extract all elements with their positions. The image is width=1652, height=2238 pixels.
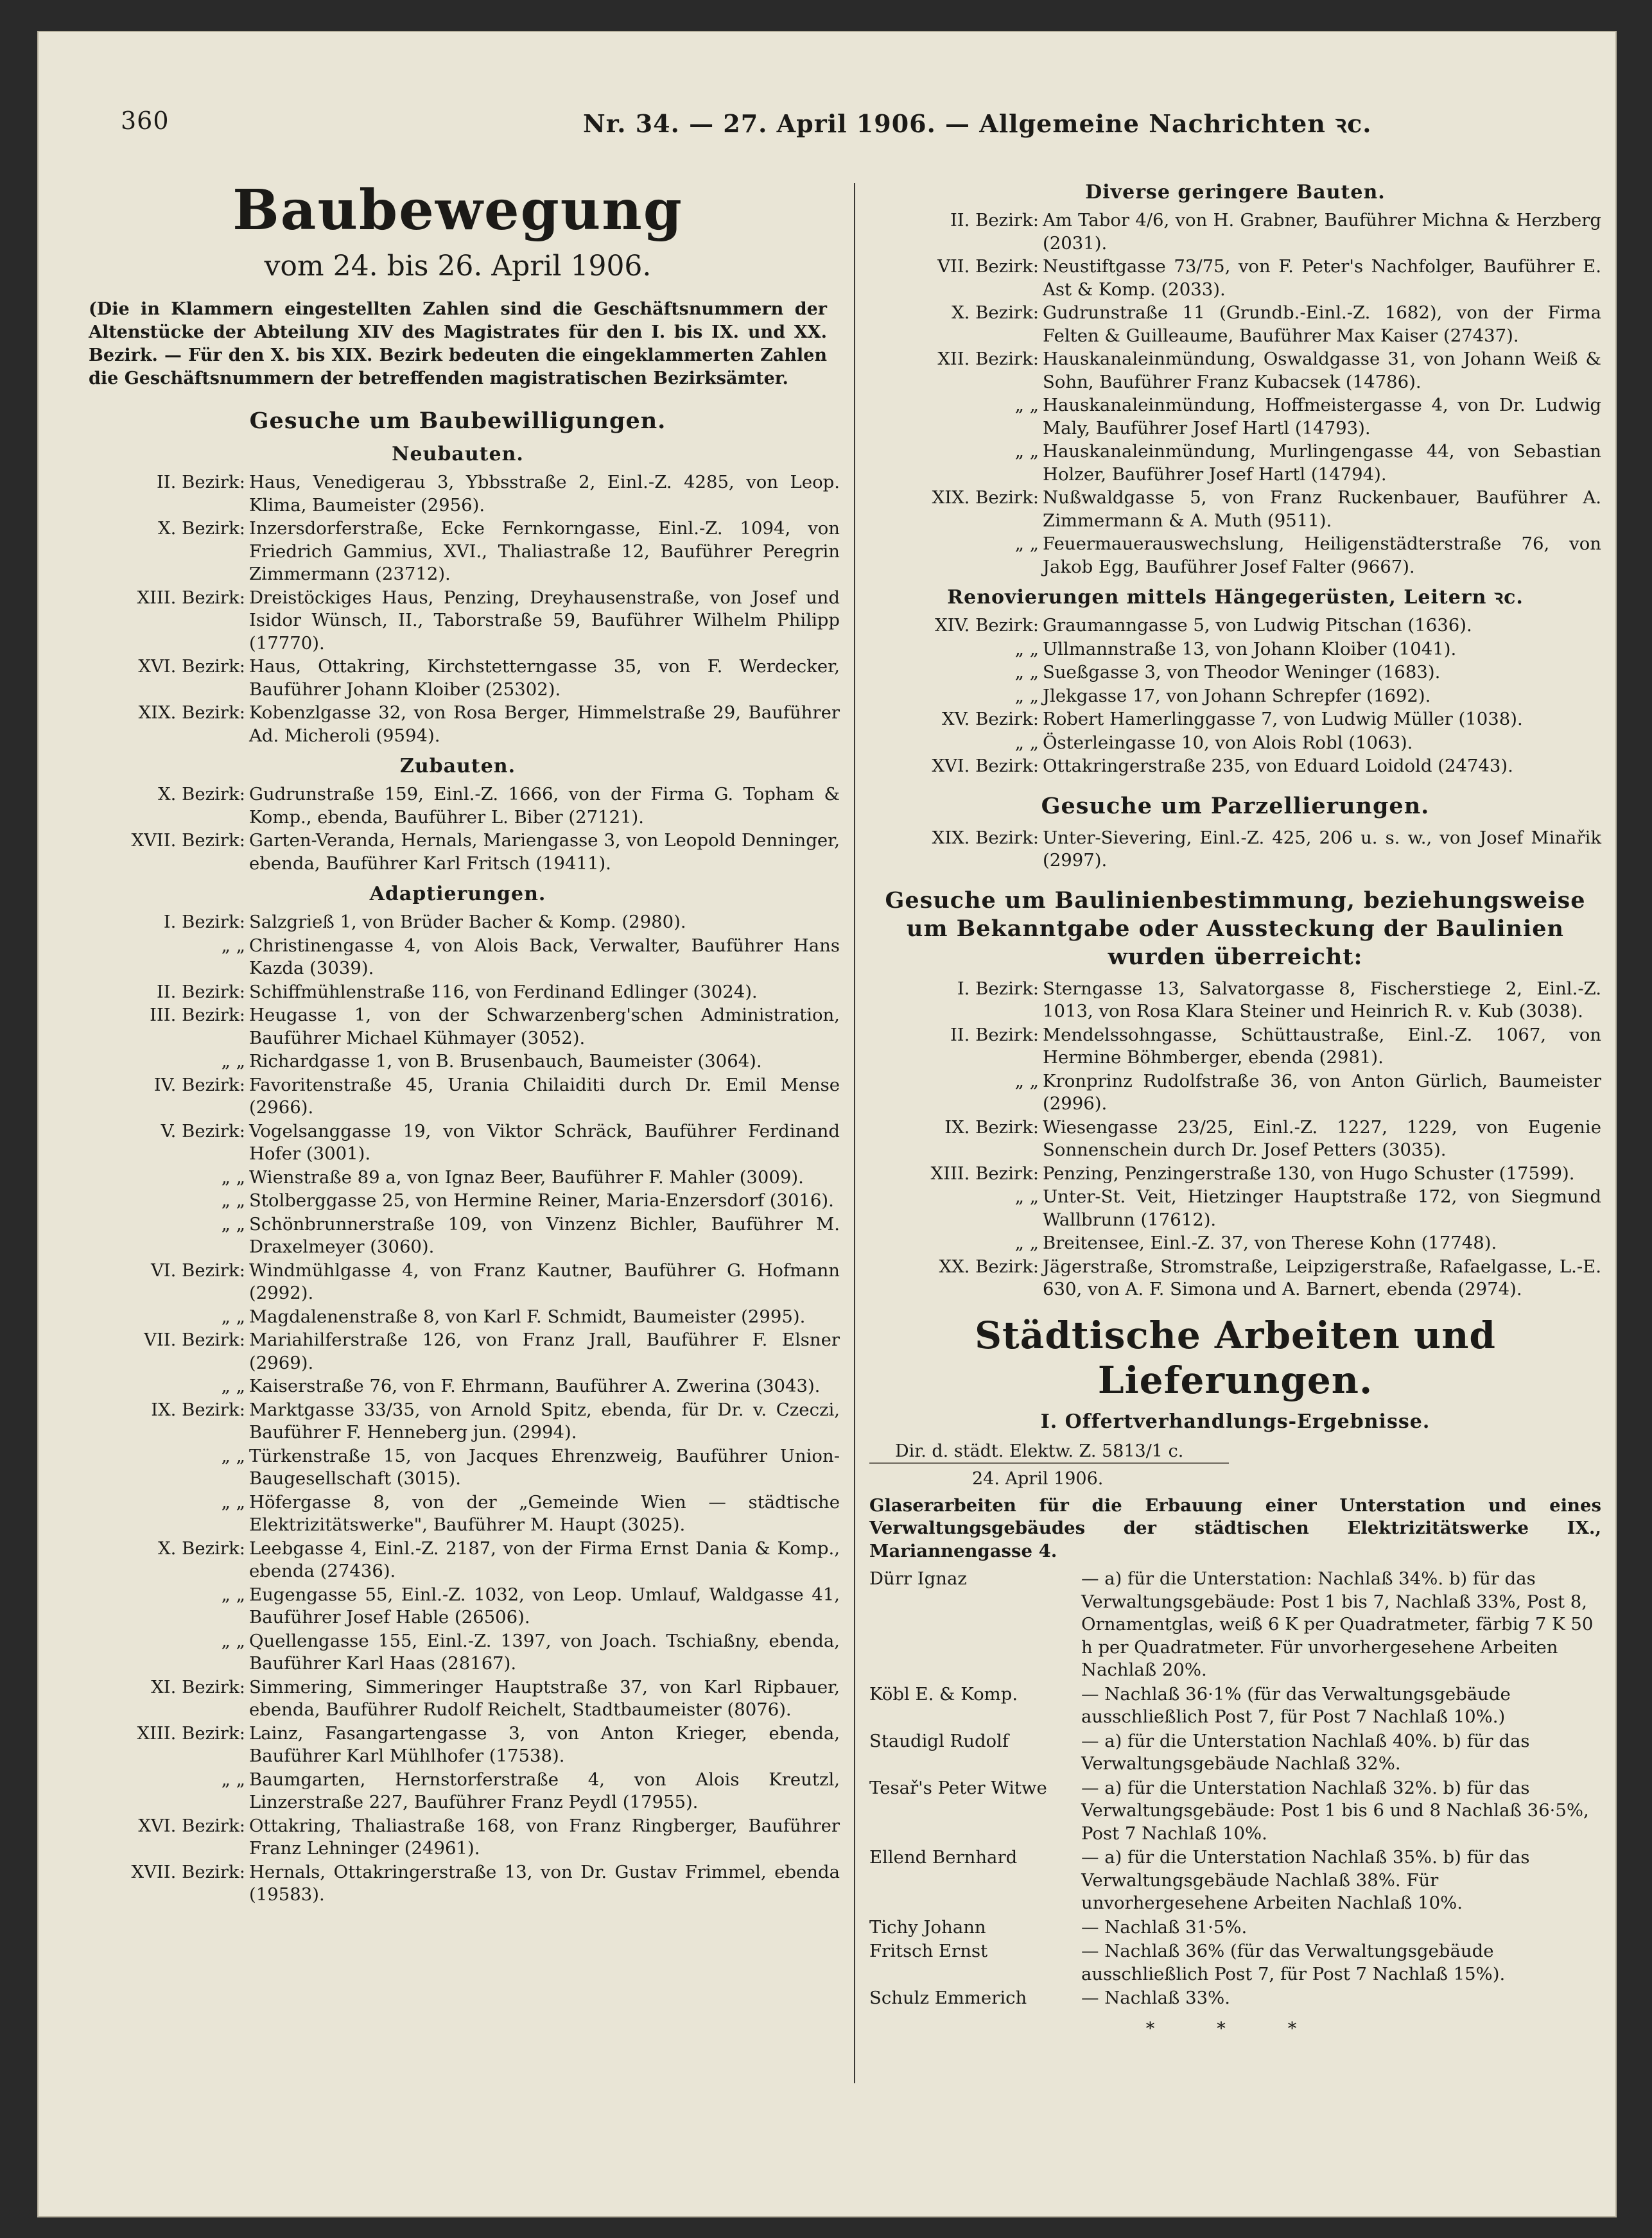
building-entry (76, 1722, 840, 1768)
district-label: „ „ (221, 1445, 245, 1466)
entry-text: Jlekgasse 17, von Johann Schrepfer (1692). (1043, 685, 1431, 706)
entry-text: Hauskanaleinmündung, Hoffmeistergasse 4, von Dr. Ludwig Maly, Bauführer Josef Hartl (14793). (1043, 395, 1601, 438)
entry-text: Sueßgasse 3, von Theodor Weninger (1683). (1043, 662, 1441, 682)
building-entry (869, 1070, 1601, 1116)
building-entry (869, 394, 1601, 440)
result-entry (869, 1940, 1601, 1986)
district-label: XIX. Bezirk: (138, 702, 245, 723)
entry-text: Baumgarten, Hernstorferstraße 4, von Alois Kreutzl, Linzerstraße 227, Bauführer Franz Peydl (17955). (249, 1769, 840, 1812)
district-label: „ „ (1014, 395, 1039, 415)
district-label: „ „ (1014, 638, 1039, 659)
district-label: XIV. Bezirk: (935, 615, 1039, 636)
building-entry (76, 471, 840, 517)
entry-text: Feuermauerauswechslung, Heiligenstädterstraße 76, von Jakob Egg, Bauführer Josef Falter (9667). (1043, 533, 1601, 577)
entry-text: Mendelssohngasse, Schüttaustraße, Einl.-Z. 1067, von Hermine Böhmberger, ebenda (2981). (1043, 1024, 1601, 1068)
district-label: „ „ (1014, 533, 1039, 554)
entry-text: Jägerstraße, Stromstraße, Leipzigerstraße, Rafaelgasse, L.-E. 630, von A. F. Simona und A. Barnert, ebenda (2974). (1043, 1256, 1601, 1299)
entry-text: Heugasse 1, von der Schwarzenberg'schen Administration, Bauführer Michael Kühmayer (3052). (249, 1005, 840, 1048)
entry-text: Penzing, Penzingerstraße 130, von Hugo Schuster (17599). (1043, 1163, 1575, 1184)
result-text: — a) für die Unterstation: Nachlaß 34%. b) für das Verwaltungsgebäude: Post 1 bis 7, Nachlaß 33%, Post 8, Ornamentglas, weiß 6 K per Quadratmeter, färbig 7 K 50 h per Quadratmeter. Für unvorhergesehene Arbeiten Nachlaß 20%. (1081, 1568, 1594, 1680)
district-label: XIX. Bezirk: (932, 827, 1039, 848)
district-label: „ „ (221, 1491, 245, 1513)
entry-text: Türkenstraße 15, von Jacques Ehrenzweig, Bauführer Union-Baugesellschaft (3015). (249, 1445, 840, 1489)
entry-text: Vogelsanggasse 19, von Viktor Schräck, Bauführer Ferdinand Hofer (3001). (249, 1120, 840, 1164)
entry-text: Am Tabor 4/6, von H. Grabner, Bauführer Michna & Herzberg (2031). (1043, 210, 1601, 254)
building-entry (76, 1074, 840, 1120)
result-text: — a) für die Unterstation Nachlaß 32%. b) für das Verwaltungsgebäude: Post 1 bis 6 und 8 Nachlaß 36·5%, Post 7 Nachlaß 10%. (1081, 1777, 1589, 1844)
entry-text: Christinengasse 4, von Alois Back, Verwalter, Bauführer Hans Kazda (3039). (249, 935, 840, 978)
neubauten-list (76, 471, 840, 747)
building-entry (869, 533, 1601, 578)
entry-text: Höfergasse 8, von der „Gemeinde Wien — städtische Elektrizitätswerke", Bauführer M. Haupt (3025). (249, 1491, 840, 1535)
district-label: VI. Bezirk: (150, 1260, 245, 1281)
building-entry (76, 1491, 840, 1537)
entry-text: Simmering, Simmeringer Hauptstraße 37, von Karl Ripbauer, ebenda, Bauführer Rudolf Reichelt, Stadtbaumeister (8076). (249, 1676, 840, 1720)
district-label: XI. Bezirk: (151, 1676, 245, 1697)
result-text: — Nachlaß 36·1% (für das Verwaltungsgebäude ausschließlich Post 7, für Post 7 Nachlaß 10%.) (1081, 1683, 1511, 1727)
building-entry (869, 638, 1601, 661)
entry-text: Kronprinz Rudolfstraße 36, von Anton Gürlich, Baumeister (2996). (1043, 1070, 1601, 1114)
district-label: II. Bezirk: (156, 472, 245, 492)
entry-text: Wienstraße 89 a, von Ignaz Beer, Bauführer F. Mahler (3009). (249, 1167, 804, 1188)
result-text: — Nachlaß 36% (für das Verwaltungsgebäude ausschließlich Post 7, für Post 7 Nachlaß 15%). (1081, 1941, 1506, 1984)
entry-text: Dreistöckiges Haus, Penzing, Dreyhausenstraße, von Josef und Isidor Wünsch, II., Taborstraße 59, Bauführer Wilhelm Philipp (17770). (249, 587, 840, 654)
building-entry (76, 1120, 840, 1166)
bidder-name: Dürr Ignaz (869, 1568, 967, 1589)
entry-text: Hauskanaleinmündung, Murlingengasse 44, von Sebastian Holzer, Bauführer Josef Hartl (14794). (1043, 441, 1601, 485)
building-entry (869, 256, 1601, 301)
entry-text: Haus, Ottakring, Kirchstetterngasse 35, von F. Werdecker, Bauführer Johann Kloiber (25302). (249, 656, 840, 700)
building-entry (869, 685, 1601, 708)
district-label: „ „ (1014, 662, 1039, 682)
parzellierungen-list (869, 827, 1601, 872)
result-text: — a) für die Unterstation Nachlaß 40%. b) für das Verwaltungsgebäude Nachlaß 32%. (1081, 1730, 1530, 1774)
district-label: XVII. Bezirk: (131, 1861, 245, 1882)
building-entry (869, 440, 1601, 486)
district-label: „ „ (221, 935, 245, 956)
entry-text: Ullmannstraße 13, von Johann Kloiber (1041). (1043, 638, 1457, 659)
subsection-neubauten: Neubauten. (392, 443, 524, 465)
building-entry (76, 1004, 840, 1050)
result-text: — a) für die Unterstation Nachlaß 35%. b) für das Verwaltungsgebäude Nachlaß 38%. Für unvorhergesehene Arbeiten Nachlaß 10%. (1081, 1847, 1530, 1913)
district-label: IX. Bezirk: (151, 1399, 245, 1420)
offert-subtitle: I. Offertverhandlungs-Ergebnisse. (1040, 1410, 1430, 1433)
district-label: XVII. Bezirk: (131, 830, 245, 851)
district-label: IV. Bezirk: (153, 1074, 245, 1095)
result-entry (869, 1730, 1601, 1776)
building-entry (76, 1050, 840, 1073)
result-entry (869, 1568, 1601, 1682)
entry-text: Unter-Sievering, Einl.-Z. 425, 206 u. s. w., von Josef Minařik (2997). (1043, 827, 1601, 871)
building-entry (869, 755, 1601, 778)
renovierungen-list (869, 614, 1601, 778)
building-entry (76, 1584, 840, 1629)
district-label: „ „ (221, 1630, 245, 1651)
entry-text: Breitensee, Einl.-Z. 37, von Therese Kohn (17748). (1043, 1233, 1497, 1253)
building-entry (76, 1861, 840, 1907)
offer-heading: Glaserarbeiten für die Erbauung einer Unterstation und eines Verwaltungsgebäudes der städtischen Elektrizitätswerke IX., Mariannengasse 4. (869, 1495, 1601, 1561)
building-entry (869, 978, 1601, 1023)
district-label: II. Bezirk: (950, 210, 1039, 230)
subsection-zubauten: Zubauten. (399, 755, 516, 777)
subsection-baulinien: Gesuche um Baulinienbestimmung, beziehungsweise um Bekanntgabe oder Aussteckung der Baulinien wurden überreicht: (885, 887, 1586, 970)
editorial-note: (Die in Klammern eingestellten Zahlen sind die Geschäftsnummern der Altenstücke der Abteilung XIV des Magistrates für den I. bis IX. und XX. Bezirk. — Für den X. bis XIX. Bezirk bedeuten die eingeklammerten Zahlen die Geschäftsnummern der betreffenden magistratischen Bezirksämter. (89, 299, 827, 388)
district-label: V. Bezirk: (161, 1120, 245, 1141)
district-label: X. Bezirk: (952, 302, 1039, 323)
building-entry (869, 302, 1601, 347)
district-label: X. Bezirk: (158, 1538, 245, 1559)
building-entry (76, 1375, 840, 1398)
building-entry (869, 1024, 1601, 1070)
district-label: X. Bezirk: (158, 784, 245, 804)
entry-text: Mariahilferstraße 126, von Franz Jrall, Bauführer F. Elsner (2969). (249, 1330, 840, 1373)
date-range: vom 24. bis 26. April 1906. (264, 250, 652, 282)
building-entry (869, 209, 1601, 255)
building-entry (76, 911, 840, 934)
district-label: „ „ (1014, 441, 1039, 462)
district-label: „ „ (1014, 1233, 1039, 1253)
reference-number: Dir. d. städt. Elektw. Z. 5813/1 c. (895, 1441, 1184, 1461)
district-label: X. Bezirk: (158, 518, 245, 539)
district-label: „ „ (1014, 1070, 1039, 1091)
bidder-name: Tesař's Peter Witwe (869, 1777, 1047, 1798)
right-column (869, 173, 1601, 2040)
result-entry (869, 1846, 1601, 1915)
building-entry (76, 702, 840, 747)
building-entry (76, 1538, 840, 1583)
building-entry (869, 732, 1601, 755)
building-entry (76, 1399, 840, 1444)
building-entry (76, 1306, 840, 1329)
entry-text: Marktgasse 33/35, von Arnold Spitz, ebenda, für Dr. v. Czeczi, Bauführer F. Henneberg jun. (2994). (249, 1399, 840, 1443)
bidder-name: Fritsch Ernst (869, 1941, 988, 1961)
entry-text: Gudrunstraße 159, Einl.-Z. 1666, von der Firma G. Topham & Komp., ebenda, Bauführer L. Biber (27121). (249, 784, 840, 828)
district-label: I. Bezirk: (957, 978, 1039, 999)
district-label: „ „ (1014, 1186, 1039, 1207)
entry-text: Quellengasse 155, Einl.-Z. 1397, von Joach. Tschiaßny, ebenda, Bauführer Karl Haas (28167). (249, 1630, 840, 1674)
district-label: II. Bezirk: (950, 1024, 1039, 1045)
district-label: XIII. Bezirk: (137, 1722, 245, 1744)
building-entry (76, 1769, 840, 1814)
building-entry (869, 827, 1601, 872)
entry-text: Wiesengasse 23/25, Einl.-Z. 1227, 1229, von Eugenie Sonnenschein durch Dr. Josef Petters (3035). (1043, 1116, 1601, 1160)
bidder-name: Ellend Bernhard (869, 1847, 1018, 1868)
diverse-list (869, 209, 1601, 578)
result-entry (869, 1777, 1601, 1846)
subsection-parzellierungen: Gesuche um Parzellierungen. (1041, 792, 1430, 819)
result-entry (869, 1916, 1601, 1939)
district-label: XV. Bezirk: (942, 709, 1039, 729)
results-list (869, 1568, 1601, 2010)
building-entry (76, 655, 840, 701)
staedtische-title: Städtische Arbeiten und Lieferungen. (975, 1313, 1496, 1402)
entry-text: Windmühlgasse 4, von Franz Kautner, Bauführer G. Hofmann (2992). (249, 1260, 840, 1303)
building-entry (76, 981, 840, 1004)
district-label: VII. Bezirk: (144, 1330, 245, 1350)
district-label: „ „ (221, 1306, 245, 1327)
building-entry (869, 348, 1601, 394)
district-label: XX. Bezirk: (939, 1256, 1039, 1277)
entry-text: Robert Hamerlinggasse 7, von Ludwig Müller (1038). (1043, 709, 1523, 729)
district-label: II. Bezirk: (156, 981, 245, 1002)
entry-text: Gudrunstraße 11 (Grundb.-Einl.-Z. 1682), von der Firma Felten & Guilleaume, Bauführer Max Kaiser (27437). (1043, 302, 1601, 346)
entry-text: Inzersdorferstraße, Ecke Fernkorngasse, Einl.-Z. 1094, von Friedrich Gammius, XVI., Thaliastraße 12, Bauführer Peregrin Zimmermann (23712). (249, 518, 840, 584)
running-head: Nr. 34. — 27. April 1906. — Allgemeine Nachrichten ꝛc. (583, 109, 1372, 138)
district-label: XIII. Bezirk: (137, 587, 245, 608)
district-label: XVI. Bezirk: (138, 1815, 245, 1836)
column-divider (854, 183, 855, 2083)
building-entry (76, 1445, 840, 1491)
building-entry (76, 517, 840, 586)
entry-text: Ottakringerstraße 235, von Eduard Loidold (24743). (1043, 756, 1513, 776)
entry-text: Hernals, Ottakringerstraße 13, von Dr. Gustav Frimmel, ebenda (19583). (249, 1861, 840, 1905)
result-text: — Nachlaß 31·5%. (1081, 1916, 1248, 1938)
entry-text: Favoritenstraße 45, Urania Chilaiditi durch Dr. Emil Mense (2966). (249, 1074, 840, 1118)
building-entry (869, 661, 1601, 684)
entry-text: Nußwaldgasse 5, von Franz Ruckenbauer, Bauführer A. Zimmermann & A. Muth (9511). (1043, 487, 1601, 531)
bidder-name: Köbl E. & Komp. (869, 1683, 1018, 1705)
building-entry (76, 783, 840, 829)
district-label: I. Bezirk: (163, 912, 245, 932)
district-label: XIII. Bezirk: (930, 1163, 1039, 1184)
district-label: „ „ (1014, 732, 1039, 753)
district-label: XVI. Bezirk: (138, 656, 245, 677)
entry-text: Garten-Veranda, Hernals, Mariengasse 3, von Leopold Denninger, ebenda, Bauführer Karl Fritsch (19411). (249, 830, 840, 874)
building-entry (869, 708, 1601, 731)
entry-text: Ottakring, Thaliastraße 168, von Franz Ringberger, Bauführer Franz Lehninger (24961). (249, 1815, 840, 1859)
building-entry (869, 1232, 1601, 1255)
district-label: „ „ (221, 1190, 245, 1211)
entry-text: Stolberggasse 25, von Hermine Reiner, Maria-Enzersdorf (3016). (249, 1190, 834, 1211)
zubauten-list (76, 783, 840, 875)
entry-text: Neustiftgasse 73/75, von F. Peter's Nachfolger, Bauführer E. Ast & Komp. (2033). (1043, 256, 1601, 300)
building-entry (76, 1213, 840, 1259)
building-entry (76, 1260, 840, 1305)
offer-date: 24. April 1906. (972, 1469, 1104, 1489)
entry-text: Salzgrieß 1, von Brüder Bacher & Komp. (2980). (249, 912, 686, 932)
bidder-name: Staudigl Rudolf (869, 1730, 1009, 1751)
subsection-diverse: Diverse geringere Bauten. (1085, 181, 1386, 204)
entry-text: Haus, Venedigerau 3, Ybbsstraße 2, Einl.-Z. 4285, von Leop. Klima, Baumeister (2956). (249, 472, 840, 516)
building-entry (76, 935, 840, 980)
entry-text: Unter-St. Veit, Hietzinger Hauptstraße 172, von Siegmund Wallbrunn (17612). (1043, 1186, 1601, 1230)
district-label: VII. Bezirk: (937, 256, 1039, 277)
district-label: „ „ (221, 1051, 245, 1071)
subsection-adaptierungen: Adaptierungen. (369, 883, 546, 905)
result-entry (869, 1987, 1601, 2010)
district-label: XVI. Bezirk: (932, 756, 1039, 776)
page-number: 360 (121, 107, 170, 135)
page-title: Baubewegung (232, 178, 683, 243)
building-entry (869, 1116, 1601, 1162)
left-column (76, 173, 840, 1907)
entry-text: Lainz, Fasangartengasse 3, von Anton Krieger, ebenda, Bauführer Karl Mühlhofer (17538). (249, 1722, 840, 1766)
district-label: III. Bezirk: (150, 1005, 245, 1025)
building-entry (869, 1186, 1601, 1231)
entry-text: Magdalenenstraße 8, von Karl F. Schmidt, Baumeister (2995). (249, 1306, 806, 1327)
building-entry (76, 1676, 840, 1722)
entry-text: Graumanngasse 5, von Ludwig Pitschan (1636). (1043, 615, 1472, 636)
building-entry (76, 829, 840, 875)
entry-text: Österleingasse 10, von Alois Robl (1063). (1043, 732, 1413, 753)
closing-stars: * * * (1145, 2018, 1325, 2039)
building-entry (869, 487, 1601, 532)
district-label: „ „ (221, 1376, 245, 1396)
building-entry (76, 1630, 840, 1676)
section-title: Gesuche um Baubewilligungen. (249, 408, 666, 434)
entry-text: Hauskanaleinmündung, Oswaldgasse 31, von Johann Weiß & Sohn, Bauführer Franz Kubacsek (14786). (1043, 349, 1601, 392)
adaptierungen-list (76, 911, 840, 1907)
building-entry (869, 1163, 1601, 1186)
district-label: XII. Bezirk: (937, 349, 1039, 369)
district-label: „ „ (221, 1769, 245, 1790)
building-entry (76, 587, 840, 655)
entry-text: Kaiserstraße 76, von F. Ehrmann, Bauführer A. Zwerina (3043). (249, 1376, 821, 1396)
building-entry (76, 1167, 840, 1190)
district-label: „ „ (1014, 685, 1039, 706)
building-entry (76, 1329, 840, 1375)
entry-text: Kobenzlgasse 32, von Rosa Berger, Himmelstraße 29, Bauführer Ad. Micheroli (9594). (249, 702, 840, 746)
district-label: „ „ (221, 1584, 245, 1605)
building-entry (76, 1815, 840, 1861)
district-label: XIX. Bezirk: (932, 487, 1039, 508)
bidder-name: Schulz Emmerich (869, 1988, 1027, 2008)
baulinien-list (869, 978, 1601, 1301)
bidder-name: Tichy Johann (869, 1916, 986, 1938)
result-text: — Nachlaß 33%. (1081, 1988, 1230, 2008)
district-label: „ „ (221, 1167, 245, 1188)
entry-text: Schiffmühlenstraße 116, von Ferdinand Edlinger (3024). (249, 981, 758, 1002)
entry-text: Eugengasse 55, Einl.-Z. 1032, von Leop. Umlauf, Waldgasse 41, Bauführer Josef Hable (26506). (249, 1584, 840, 1627)
entry-text: Sterngasse 13, Salvatorgasse 8, Fischerstiege 2, Einl.-Z. 1013, von Rosa Klara Steiner und Heinrich R. v. Kub (3038). (1043, 978, 1601, 1021)
entry-text: Leebgasse 4, Einl.-Z. 2187, von der Firma Ernst Dania & Komp., ebenda (27436). (249, 1538, 840, 1581)
entry-text: Richardgasse 1, von B. Brusenbauch, Baumeister (3064). (249, 1051, 762, 1071)
building-entry (76, 1190, 840, 1213)
district-label: „ „ (221, 1213, 245, 1235)
result-entry (869, 1683, 1601, 1729)
building-entry (869, 614, 1601, 638)
reference-rule (869, 1462, 1229, 1464)
subsection-renovierungen: Renovierungen mittels Hängegerüsten, Leitern ꝛc. (947, 586, 1524, 609)
entry-text: Schönbrunnerstraße 109, von Vinzenz Bichler, Bauführer M. Draxelmeyer (3060). (249, 1213, 840, 1257)
district-label: IX. Bezirk: (944, 1116, 1039, 1138)
page-header (82, 96, 1520, 141)
building-entry (869, 1256, 1601, 1301)
